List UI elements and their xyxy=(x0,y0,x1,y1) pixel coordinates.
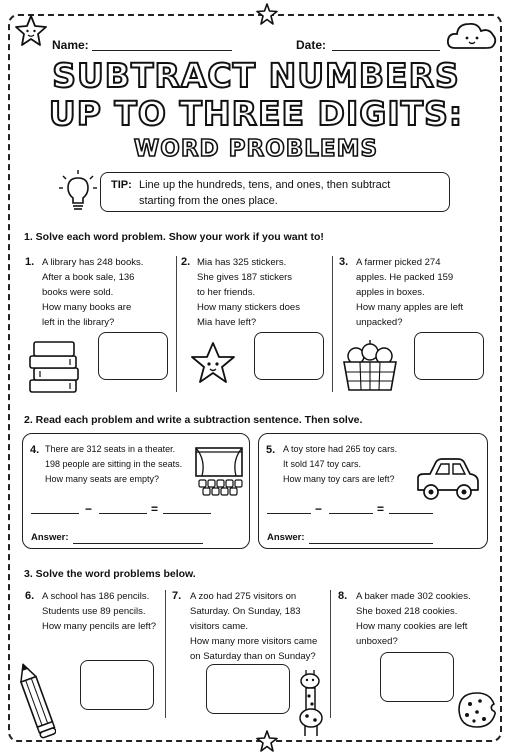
star-character-icon xyxy=(188,340,238,386)
answer-box[interactable] xyxy=(98,332,168,380)
section3-heading: 3. Solve the word problems below. xyxy=(24,568,196,580)
problem-number: 3. xyxy=(339,256,349,268)
star-icon xyxy=(256,3,278,25)
date-label: Date: xyxy=(296,38,327,52)
problem-text: A school has 186 pencils. Students use 89 pencils. How many pencils are left? xyxy=(42,591,157,632)
section1-heading: 1. Solve each word problem. Show your work if you want to! xyxy=(24,231,324,243)
page-title-line1: SUBTRACT NUMBERS xyxy=(52,56,460,95)
problem-number: 4. xyxy=(30,444,40,456)
equals-sign: = xyxy=(377,502,385,516)
problem-number: 2. xyxy=(181,256,191,268)
apple-basket-icon xyxy=(340,338,400,394)
problem-text: A baker made 302 cookies. She boxed 218 cookies. How many cookies are left unboxed? xyxy=(356,591,471,647)
problem-text: Mia has 325 stickers. She gives 187 stickers to her friends. How many stickers does Mia have left? xyxy=(197,257,300,328)
name-input-line[interactable] xyxy=(92,50,232,51)
problem-text: A zoo had 275 visitors on Saturday. On Sunday, 183 visitors came. How many more visitors came on Saturday than on Sunday? xyxy=(190,591,318,662)
minus-sign: − xyxy=(85,502,93,516)
answer-box[interactable] xyxy=(206,664,290,714)
answer-input-line[interactable] xyxy=(73,543,203,544)
column-divider xyxy=(330,590,331,718)
pencil-icon xyxy=(16,660,56,740)
equation-blank[interactable] xyxy=(163,513,211,514)
giraffe-icon xyxy=(294,668,328,738)
problem-text: A farmer picked 274 apples. He packed 159 apples in boxes. How many apples are left unpacked? xyxy=(356,257,464,328)
problem-text: There are 312 seats in a theater. 198 people are sitting in the seats. How many seats are empty? xyxy=(45,444,183,484)
answer-box[interactable] xyxy=(414,332,484,380)
answer-label: Answer: xyxy=(31,532,69,543)
problem-number: 6. xyxy=(25,590,35,602)
page-subtitle: WORD PROBLEMS xyxy=(133,136,379,162)
column-divider xyxy=(165,590,166,718)
tip-text-line2: starting from the ones place. xyxy=(139,195,278,207)
minus-sign: − xyxy=(315,502,323,516)
name-label: Name: xyxy=(52,38,89,52)
problem-number: 5. xyxy=(266,444,276,456)
problem-number: 1. xyxy=(25,256,35,268)
equation-blank[interactable] xyxy=(99,513,147,514)
theater-icon xyxy=(194,446,244,496)
problem-number: 8. xyxy=(338,590,348,602)
lightbulb-icon xyxy=(58,168,98,216)
tip-text-line1: Line up the hundreds, tens, and ones, then subtract xyxy=(139,179,391,191)
books-icon xyxy=(26,336,82,396)
page-title-line2: UP TO THREE DIGITS: xyxy=(48,94,464,133)
cloud-icon xyxy=(445,18,499,52)
equation-blank[interactable] xyxy=(389,513,433,514)
equation-blank[interactable] xyxy=(267,513,311,514)
answer-box[interactable] xyxy=(380,652,454,702)
cookie-icon xyxy=(456,690,498,730)
problem-text: A library has 248 books. After a book sale, 136 books were sold. How many books are left in the library? xyxy=(42,257,144,328)
equation-blank[interactable] xyxy=(329,513,373,514)
column-divider xyxy=(176,256,177,392)
problem-number: 7. xyxy=(172,590,182,602)
answer-box[interactable] xyxy=(80,660,154,710)
answer-box[interactable] xyxy=(254,332,324,380)
answer-input-line[interactable] xyxy=(309,543,433,544)
toy-car-icon xyxy=(412,454,482,504)
equals-sign: = xyxy=(151,502,159,516)
column-divider xyxy=(332,256,333,392)
tip-label: TIP: xyxy=(111,179,132,191)
tip-box xyxy=(100,172,450,212)
star-icon xyxy=(14,14,48,48)
section2-heading: 2. Read each problem and write a subtraction sentence. Then solve. xyxy=(24,414,363,426)
answer-label: Answer: xyxy=(267,532,305,543)
date-input-line[interactable] xyxy=(332,50,440,51)
equation-blank[interactable] xyxy=(31,513,79,514)
star-icon xyxy=(256,730,278,752)
problem-text: A toy store had 265 toy cars. It sold 147 toy cars. How many toy cars are left? xyxy=(283,444,398,484)
